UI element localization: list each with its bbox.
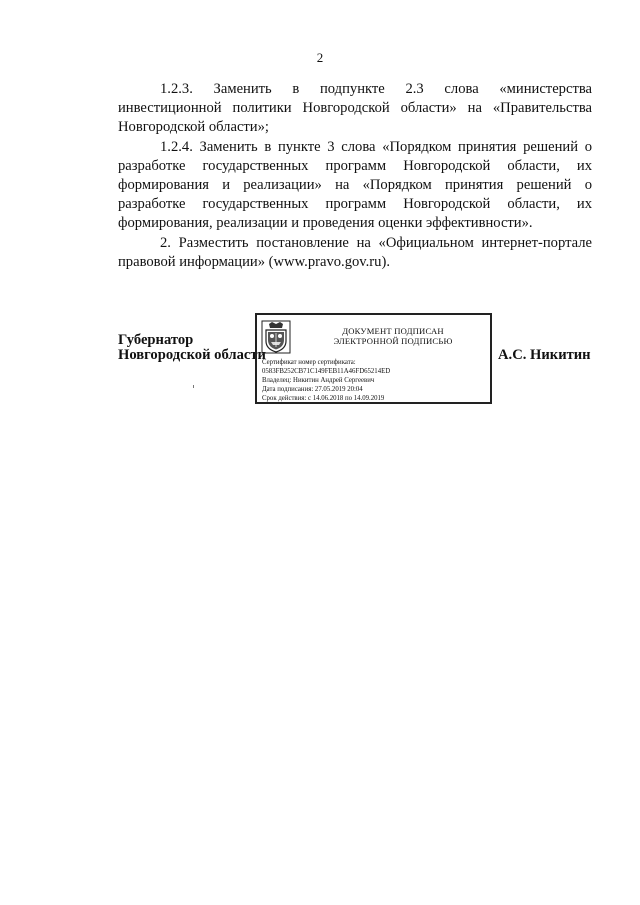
signer-name: А.С. Никитин <box>498 347 591 363</box>
certificate-validity: Срок действия: с 14.06.2018 по 14.09.2019 <box>262 394 385 402</box>
stamp-details <box>262 359 490 404</box>
page-number: 2 <box>316 50 324 65</box>
paragraph-2: 2. Разместить постановление на «Официальном интернет-портале правовой информации» (www.pravo.gov.ru). <box>118 234 592 270</box>
signing-date: Дата подписания: 27.05.2019 20:04 <box>262 385 363 393</box>
signer-position-line2: Новгородской области <box>118 347 266 363</box>
certificate-owner: Владелец: Никитин Андрей Сергеевич <box>262 376 375 384</box>
stamp-title <box>303 326 483 346</box>
paragraph-1-2-3: 1.2.3. Заменить в подпункте 2.3 слова «министерства инвестиционной политики Новгородской области» на «Правительства Новгородской области»; <box>118 81 592 136</box>
signer-position <box>118 333 266 363</box>
electronic-signature-stamp <box>255 313 492 404</box>
coat-of-arms-icon <box>261 320 291 354</box>
document-body <box>118 80 592 272</box>
scan-artifact <box>193 385 194 388</box>
stamp-title-line1: ДОКУМЕНТ ПОДПИСАН <box>342 326 444 336</box>
certificate-label: Сертификат номер сертификата: <box>262 359 356 366</box>
paragraph-1-2-4: 1.2.4. Заменить в пункте 3 слова «Порядком принятия решений о разработке государственных программ Новгородской области, их формирования и реализации» на «Порядком принятия решений о разработке государственных программ Новгородской области, их формирования, реализации и проведения оценки эффективности». <box>118 138 592 232</box>
stamp-title-line2: ЭЛЕКТРОННОЙ ПОДПИСЬЮ <box>333 336 453 346</box>
signer-position-line1: Губернатор <box>118 332 194 348</box>
certificate-number: 0583FB252CB71C149FEB11A46FD65214ED <box>262 367 391 375</box>
